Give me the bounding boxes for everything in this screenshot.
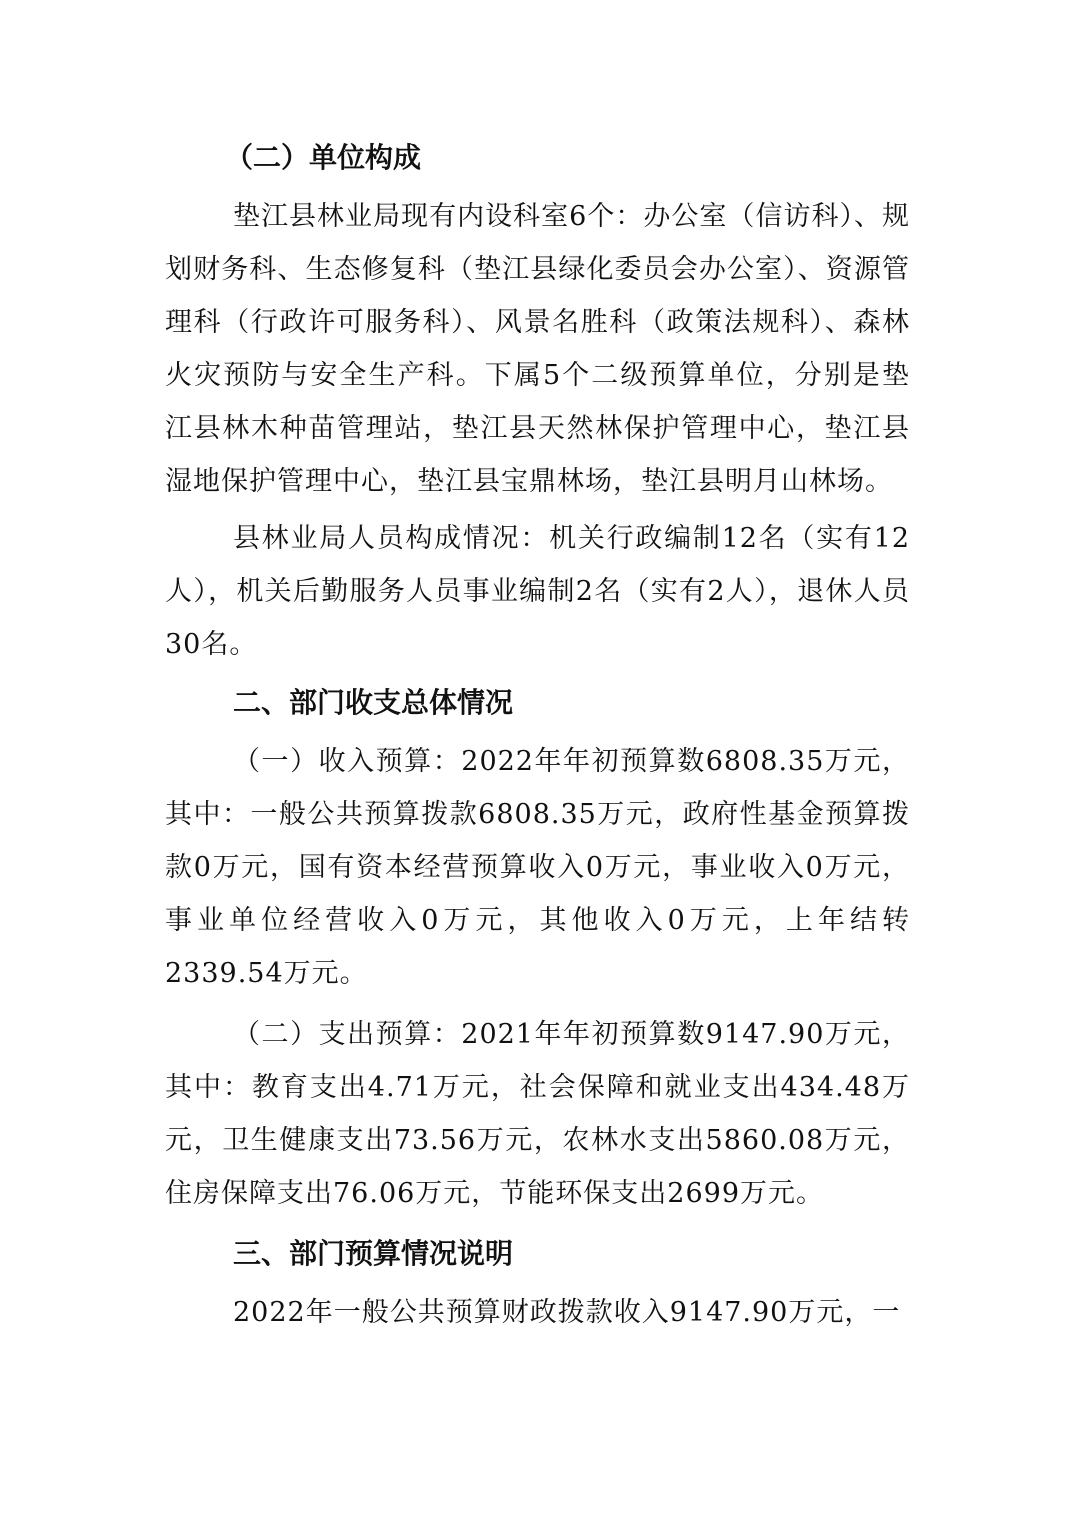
paragraph-general-budget-income: 2022年一般公共预算财政拨款收入9147.90万元，一 — [233, 1297, 901, 1328]
paragraph-expenditure-budget: （二）支出预算：2021年年初预算数9147.90万元，其中：教育支出4.71万元，社会保障和就业支出434.48万元，卫生健康支出73.56万元，农林水支出5860.08万元，住房保障支出76.06万元，节能环保支出2699万元。 — [165, 1019, 910, 1209]
section-heading-unit-composition: （二）单位构成 — [225, 141, 422, 174]
paragraph-staffing: 县林业局人员构成情况：机关行政编制12名（实有12人），机关后勤服务人员事业编制2名（实有2人），退休人员30名。 — [165, 523, 910, 660]
section-heading-budget-explanation: 三、部门预算情况说明 — [233, 1237, 514, 1270]
section-heading-overall-revenue-expenditure: 二、部门收支总体情况 — [233, 686, 514, 719]
paragraph-income-budget: （一）收入预算：2022年年初预算数6808.35万元，其中：一般公共预算拨款6808.35万元，政府性基金预算拨款0万元，国有资本经营预算收入0万元，事业收入0万元，事业单位经营收入0万元，其他收入0万元，上年结转2339.54万元。 — [165, 746, 910, 989]
document-page — [165, 130, 910, 1339]
paragraph-departments: 垫江县林业局现有内设科室6个：办公室（信访科）、规划财务科、生态修复科（垫江县绿化委员会办公室）、资源管理科（行政许可服务科）、风景名胜科（政策法规科）、森林火灾预防与安全生产科。下属5个二级预算单位，分别是垫江县林木种苗管理站，垫江县天然林保护管理中心，垫江县湿地保护管理中心，垫江县宝鼎林场，垫江县明月山林场。 — [165, 201, 910, 497]
